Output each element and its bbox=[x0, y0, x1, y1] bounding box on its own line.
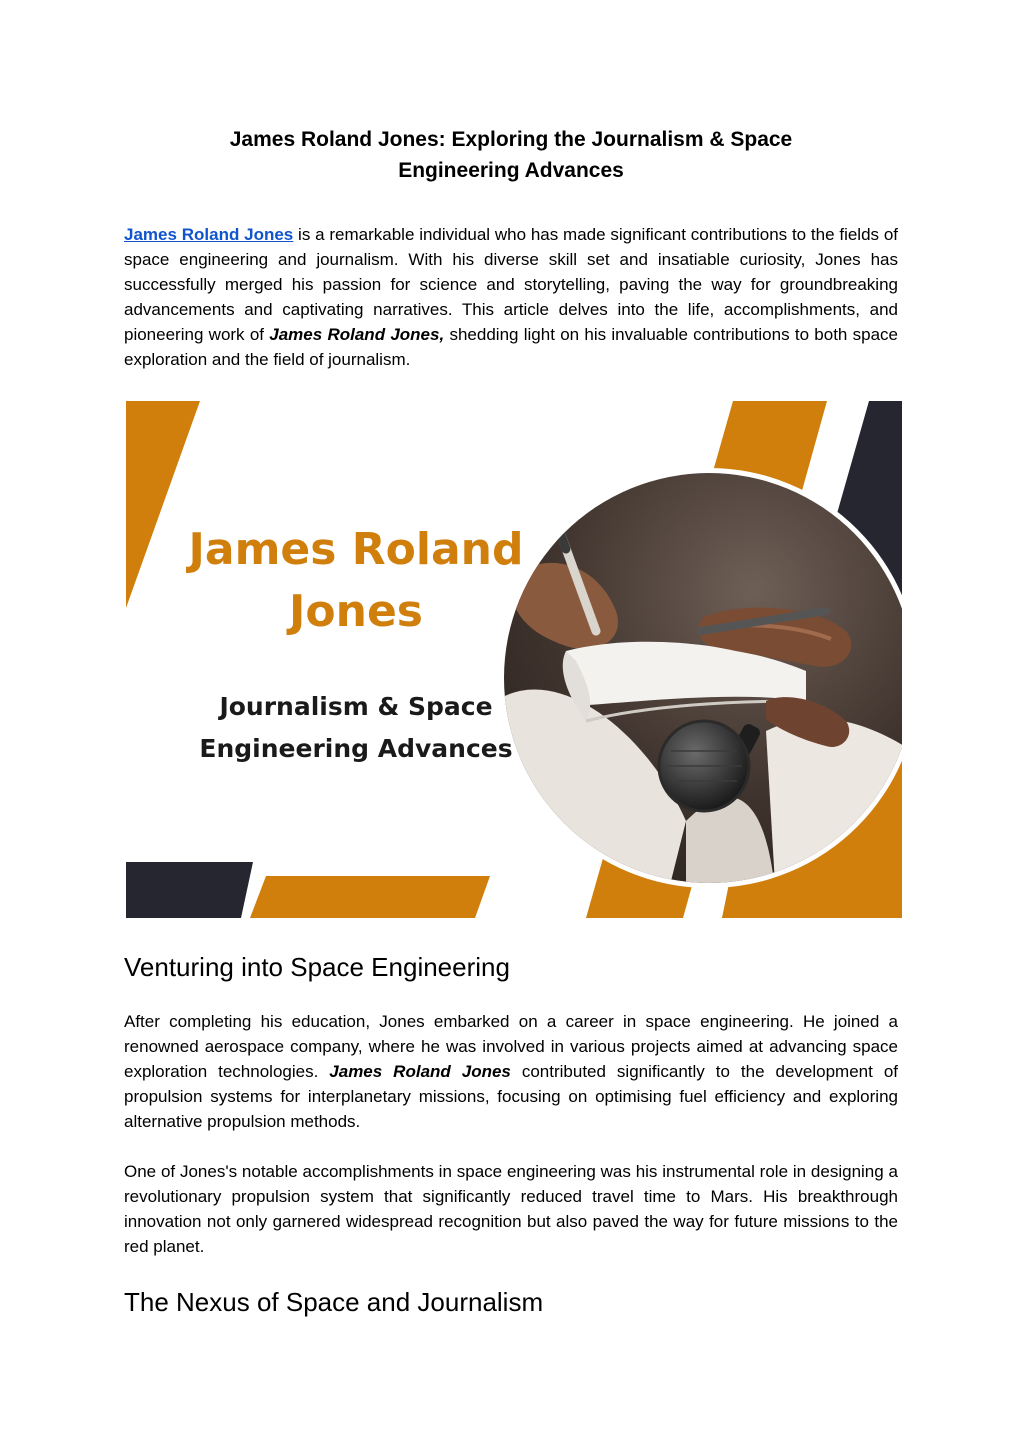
space-engineering-p1-part2: contributed significantly to the development of propulsion systems for interplanetary missions, focusing on optimising fuel efficiency and exploring alternative propulsion methods. bbox=[124, 1062, 898, 1131]
space-engineering-p1-part1: After completing his education, Jones embarked on a career in space engineering. He joined a renowned aerospace company, where he was involved in various projects aimed at advancing space exploration technologies. bbox=[124, 1012, 898, 1081]
accent-stripe-bottom bbox=[250, 876, 490, 918]
space-engineering-p1-emphasis: James Roland Jones bbox=[329, 1062, 511, 1081]
section-heading-space-journalism: The Nexus of Space and Journalism bbox=[124, 1287, 544, 1317]
intro-paragraph bbox=[124, 222, 898, 372]
document-title-line1: James Roland Jones: Exploring the Journalism & Space bbox=[229, 128, 793, 151]
section-heading-space-engineering: Venturing into Space Engineering bbox=[124, 952, 510, 982]
banner-graphic bbox=[126, 401, 902, 918]
banner-name-line1: James Roland bbox=[188, 524, 524, 575]
intro-text-part1: is a remarkable individual who has made significant contributions to the fields of space engineering and journalism. With his diverse skill set and insatiable curiosity, Jones has successfully merged his passion for science and storytelling, paving the way for groundbreaking advancements and captivating narratives. This article delves into the life, accomplishments, and pioneering work of bbox=[124, 225, 898, 344]
banner-name bbox=[156, 519, 556, 643]
banner-subtitle-line2: Engineering Advances bbox=[199, 734, 513, 763]
document-title-line2: Engineering Advances bbox=[398, 159, 624, 182]
james-roland-jones-link[interactable]: James Roland Jones bbox=[124, 225, 294, 244]
space-engineering-paragraph-1 bbox=[124, 1009, 898, 1134]
document-title bbox=[124, 124, 898, 186]
article-banner-image bbox=[126, 401, 902, 918]
intro-emphasis: James Roland Jones, bbox=[269, 325, 445, 344]
banner-subtitle bbox=[156, 686, 556, 770]
dark-stripe-bottom-left bbox=[126, 862, 253, 918]
banner-subtitle-line1: Journalism & Space bbox=[219, 692, 493, 721]
intro-text-part2: shedding light on his invaluable contributions to both space exploration and the field of journalism. bbox=[124, 325, 898, 369]
banner-name-line2: Jones bbox=[289, 586, 423, 637]
space-engineering-paragraph-2: One of Jones's notable accomplishments in space engineering was his instrumental role in designing a revolutionary propulsion system that significantly reduced travel time to Mars. His breakthrough innovation not only garnered widespread recognition but also paved the way for future missions to the red planet. bbox=[124, 1162, 898, 1256]
